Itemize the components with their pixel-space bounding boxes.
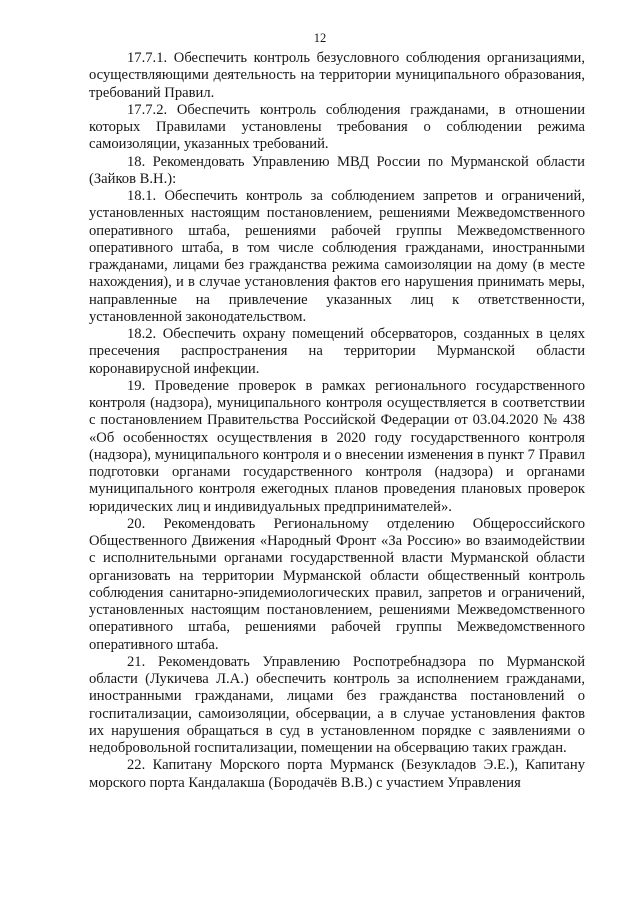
paragraph-18-1: 18.1. Обеспечить контроль за соблюдением запретов и ограничений, установленных настоящим постановлением, решениями Межведомственного оперативного штаба, решениями рабочей группы Межведомственного оперативного штаба, в том числе соблюдения гражданами, иностранными гражданами, лицами без гражданства режима самоизоляции на дому (в месте нахождения), и в случае установления фактов его нарушения принимать меры, направленные на привлечение указанных лиц к ответственности, установленной законодательством. [89, 188, 585, 325]
paragraph-17-7-1: 17.7.1. Обеспечить контроль безусловного соблюдения организациями, осуществляющими деятельность на территории муниципального образования, требований Правил. [89, 50, 585, 101]
paragraph-18: 18. Рекомендовать Управлению МВД России по Мурманской области (Зайков В.Н.): [89, 153, 585, 187]
paragraph-20: 20. Рекомендовать Региональному отделению Общероссийского Общественного Движения «Народный Фронт «За Россию» во взаимодействии с исполнительными органами государственной власти Мурманской области организовать на территории Мурманской области общественный контроль соблюдения санитарно-эпидемиологических правил, запретов и ограничений, установленных настоящим постановлением, решениями Межведомственного оперативного штаба, решениями рабочей группы Межведомственного оперативного штаба. [89, 515, 585, 653]
paragraph-21: 21. Рекомендовать Управлению Роспотребнадзора по Мурманской области (Лукичева Л.А.) обеспечить контроль за исполнением гражданами, иностранными гражданами, лицами без гражданства постановлений о госпитализации, самоизоляции, обсервации, а в случае установления фактов их нарушения обращаться в суд в установленном порядке с заявлениями о недобровольной госпитализации, помещении на обсервацию таких граждан. [89, 653, 585, 756]
paragraph-19: 19. Проведение проверок в рамках регионального государственного контроля (надзора), муниципального контроля осуществляется в соответствии с постановлением Правительства Российской Федерации от 03.04.2020 № 438 «Об особенностях осуществления в 2020 году государственного контроля (надзора), муниципального контроля и о внесении изменения в пункт 7 Правил подготовки органами государственного контроля (надзора) и органами муниципального контроля ежегодных планов проведения плановых проверок юридических лиц и индивидуальных предпринимателей». [89, 377, 585, 515]
page-number: 12 [313, 31, 327, 45]
document-body [89, 50, 585, 792]
paragraph-18-2: 18.2. Обеспечить охрану помещений обсерваторов, созданных в целях пресечения распространения на территории Мурманской области коронавирусной инфекции. [89, 326, 585, 377]
paragraph-17-7-2: 17.7.2. Обеспечить контроль соблюдения гражданами, в отношении которых Правилами установлены требования о соблюдении режима самоизоляции, указанных требований. [89, 101, 585, 153]
paragraph-22: 22. Капитану Морского порта Мурманск (Безукладов Э.Е.), Капитану морского порта Кандалакша (Бородачёв В.В.) с участием Управления [89, 757, 585, 791]
